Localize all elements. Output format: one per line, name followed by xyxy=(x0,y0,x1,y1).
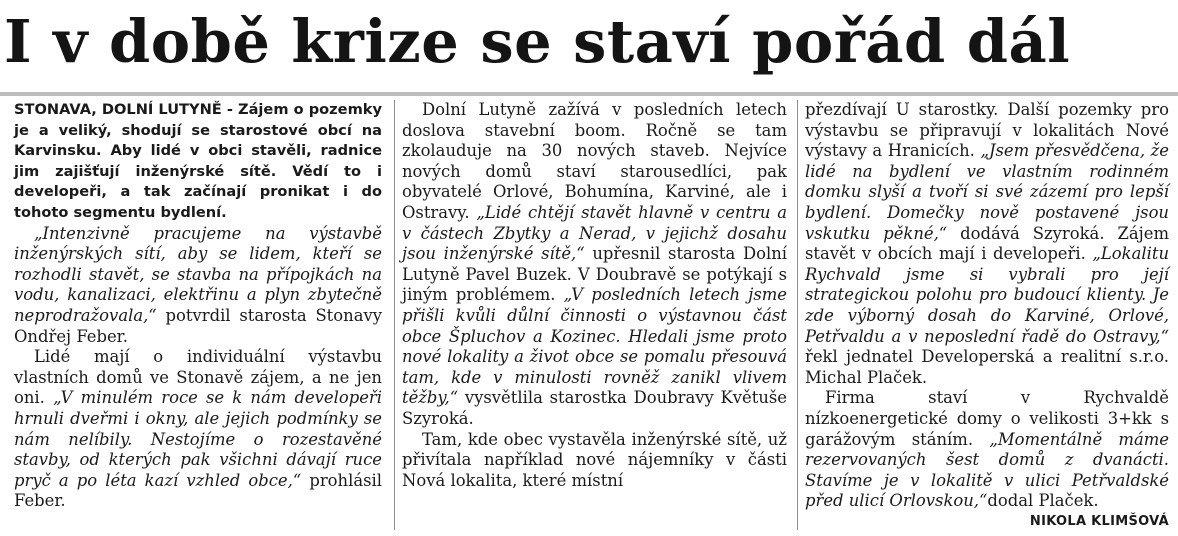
quote: „Jsem přesvědčena, že lidé na bydlení ve vlastním rodinném domku slyší a tvoří si své zázemí pro lepší bydlení. Domečky nově postavené jsou vskutku pěkné,“ xyxy=(805,141,1170,243)
column-divider xyxy=(394,100,395,530)
paragraph xyxy=(14,347,382,512)
paragraph-text: prohlásil Feber. xyxy=(14,470,382,511)
paragraph xyxy=(805,100,1169,388)
paragraph-text: dodal Plaček. xyxy=(987,491,1099,511)
paragraph xyxy=(402,430,787,492)
paragraph-text: Tam, kde obec vystavěla inženýrské sítě, už přivítala například nové nájemníky v části Nová lokalita, které místní xyxy=(402,429,787,490)
paragraph-text: potvrdil starosta Stonavy Ondřej Feber. xyxy=(14,305,382,346)
paragraph-text: řekl jednatel Developerská a realitní s.r.o. Michal Plaček. xyxy=(805,347,1169,387)
quote: „Lokalitu Rychvald jsme si vybrali pro její strategickou polohu pro budoucí klienty. Je zde výborný dosah do Karviné, Orlové, Petřvaldu a v neposlední řadě do Ostravy,“ xyxy=(805,244,1169,346)
author-byline: NIKOLA KLIMŠOVÁ xyxy=(1029,513,1169,529)
quote: „V posledních letech jsme přišli kvůli důlní činnosti o výstavnou část obce Špluchov a Kozinec. Hledali jsme proto nové lokality a život obce se pomalu přesouvá tam, kde v minulosti rovněž zanikl vlivem těžby,“ xyxy=(402,285,787,408)
quote: „Momentálně máme rezervovaných šest domů z dvanácti. Stavíme je v lokalitě v ulici Petřvaldské před ulicí Orlovskou,“ xyxy=(805,429,1169,511)
paragraph xyxy=(14,224,382,348)
article-column-2 xyxy=(402,100,787,491)
article-headline: I v době krize se staví pořád dál xyxy=(4,7,1071,76)
paragraph-text: přezdívají U starostky. Další pozemky pro výstavbu se připravují v lokalitách Nové výstavy a Hranicích. xyxy=(805,100,1169,161)
paragraph-text: dodává Szyroká. Zájem stavět v obcích mají i developeři. xyxy=(805,223,1169,264)
quote: „V minulém roce se k nám developeři hrnuli dveřmi i okny, ale jejich podmínky se nám nelíbily. Nestojíme o rozestavěné stavby, od kterých pak všichni dávají ruce pryč a po léta kazí vzhled obce,“ xyxy=(14,388,382,490)
column-divider xyxy=(797,100,798,530)
paragraph-text: Lidé mají o individuální výstavbu vlastních domů ve Stonavě zájem, a ne jen oni. xyxy=(14,347,382,408)
dateline: STONAVA, DOLNÍ LUTYNĚ - xyxy=(14,101,238,118)
article-lead xyxy=(14,100,382,224)
paragraph-text: Dolní Lutyně zažívá v posledních letech doslova stavební boom. Ročně se tam zkolauduje na 30 nových staveb. Nejvíce nových domů staví starousedlíci, pak obyvatelé Orlové, Bohumína, Karviné, ale i Ostravy. xyxy=(402,100,787,222)
paragraph-text: upřesnil starosta Dolní Lutyně Pavel Buzek. V Doubravě se potýkají s jiným problémem. xyxy=(402,244,787,305)
paragraph xyxy=(805,388,1169,529)
headline-rule xyxy=(0,92,1178,96)
lead-text: Zájem o pozemky je a veliký, shodují se starostové obcí na Karvinsku. Aby lidé v obci stavěli, radnice jim zajišťují inženýrské sítě. Vědí to i developeři, a tak začínají pronikat i do tohoto segmentu bydlení. xyxy=(14,101,382,221)
quote: „Intenzivně pracujeme na výstavbě inženýrských sítí, aby se lidem, kteří se rozhodli stavět, se stavba na přípojkách na vodu, kanalizaci, elektřinu a plyn zbytečně neprodražovala,“ xyxy=(14,223,382,325)
quote: „Lidé chtějí stavět hlavně v centru a v částech Zbytky a Nerad, v jejichž dosahu jsou inženýrské sítě,“ xyxy=(402,202,787,264)
paragraph-text: vysvětlila starostka Doubravy Květuše Szyroká. xyxy=(402,388,787,428)
paragraph xyxy=(402,100,787,430)
paragraph-text: Firma staví v Rychvaldě nízkoenergetické domy o velikosti 3+kk s garážovým stáním. xyxy=(805,388,1169,449)
article-column-3 xyxy=(805,100,1169,532)
article-column-1 xyxy=(14,100,382,512)
